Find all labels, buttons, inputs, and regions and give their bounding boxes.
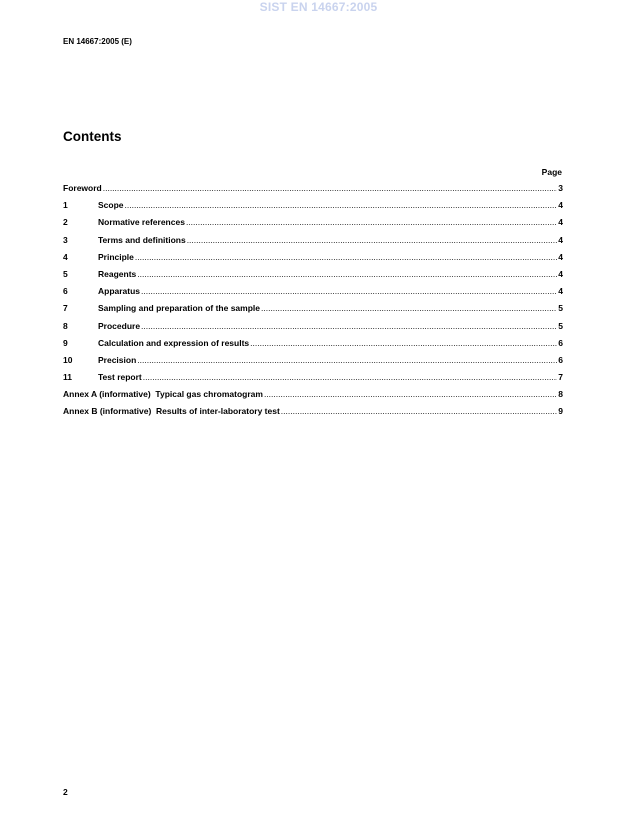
toc-entry-title: Precision: [98, 354, 137, 365]
toc-entry-title: Foreword: [63, 183, 102, 193]
toc-entry-apparatus[interactable]: [63, 286, 563, 303]
dot-leader: [187, 235, 558, 245]
toc-entry-title: Annex B (informative) Results of inter-laboratory test: [63, 406, 280, 417]
toc-entry-number: 10: [63, 354, 73, 365]
toc-entry-number: 4: [63, 251, 68, 262]
toc-entry-title: Normative references: [98, 217, 185, 228]
dot-leader: [261, 303, 557, 313]
toc-entry-page: 8: [558, 389, 563, 400]
dot-leader: [141, 321, 557, 331]
dot-leader: [264, 389, 557, 399]
toc-entry-title: Procedure: [98, 320, 141, 331]
toc-entry-reagents[interactable]: [63, 269, 563, 286]
toc-entry-page: 5: [558, 320, 563, 331]
toc-entry-terms-and-definitions[interactable]: [63, 235, 563, 252]
toc-entry-page: 4: [558, 234, 563, 245]
toc-entry-normative-references[interactable]: [63, 217, 563, 234]
toc-entry-title: Test report: [98, 372, 142, 383]
toc-entry-number: 8: [63, 320, 68, 331]
toc-entry-foreword[interactable]: [63, 183, 563, 200]
toc-entry-principle[interactable]: [63, 252, 563, 269]
toc-entry-number: 3: [63, 234, 68, 245]
toc-entry-page: 4: [558, 200, 563, 211]
toc-entry-title: Principle: [98, 251, 134, 262]
toc-entry-page: 5: [558, 303, 563, 314]
dot-leader: [250, 338, 557, 348]
page-number: 2: [63, 787, 68, 797]
toc-entry-annex-b[interactable]: [63, 406, 563, 423]
toc-entry-title: Annex A (informative) Typical gas chromatogram: [63, 389, 263, 400]
contents-heading: Contents: [63, 129, 122, 144]
toc-entry-title: Apparatus: [98, 286, 141, 297]
page-column-label: Page: [541, 167, 562, 177]
toc-entry-page: 9: [558, 406, 563, 417]
toc-entry-scope[interactable]: [63, 200, 563, 217]
toc-entry-page: 4: [558, 217, 563, 228]
toc-entry-number: 1: [63, 200, 68, 211]
document-id-header: EN 14667:2005 (E): [63, 37, 132, 46]
toc-entry-page: 4: [558, 268, 563, 279]
table-of-contents: [63, 183, 563, 424]
toc-entry-page: 4: [558, 251, 563, 262]
toc-entry-page: 7: [558, 372, 563, 383]
toc-entry-number: 9: [63, 337, 68, 348]
dot-leader: [141, 286, 557, 296]
toc-entry-number: 2: [63, 217, 68, 228]
toc-entry-precision[interactable]: [63, 355, 563, 372]
toc-entry-procedure[interactable]: [63, 321, 563, 338]
toc-entry-title: Reagents: [98, 268, 137, 279]
toc-entry-number: 7: [63, 303, 68, 314]
dot-leader: [125, 200, 558, 210]
dot-leader: [137, 269, 557, 279]
toc-entry-annex-a[interactable]: [63, 389, 563, 406]
toc-entry-title: Terms and definitions: [98, 234, 186, 245]
toc-entry-page: 6: [558, 354, 563, 365]
dot-leader: [135, 252, 557, 262]
toc-entry-number: 6: [63, 286, 68, 297]
dot-leader: [281, 406, 557, 416]
dot-leader: [143, 372, 557, 382]
toc-entry-page: 6: [558, 337, 563, 348]
toc-entry-page: 4: [558, 286, 563, 297]
toc-entry-page: 3: [558, 183, 563, 193]
dot-leader: [137, 355, 557, 365]
toc-entry-title: Scope: [98, 200, 124, 211]
watermark-text: SIST EN 14667:2005: [259, 0, 378, 14]
toc-entry-title: Sampling and preparation of the sample: [98, 303, 260, 314]
dot-leader: [186, 217, 557, 227]
toc-entry-number: 5: [63, 268, 68, 279]
toc-entry-sampling[interactable]: [63, 303, 563, 320]
dot-leader: [103, 183, 558, 193]
toc-entry-calculation[interactable]: [63, 338, 563, 355]
toc-entry-number: 11: [63, 372, 72, 383]
toc-entry-test-report[interactable]: [63, 372, 563, 389]
toc-entry-title: Calculation and expression of results: [98, 337, 250, 348]
